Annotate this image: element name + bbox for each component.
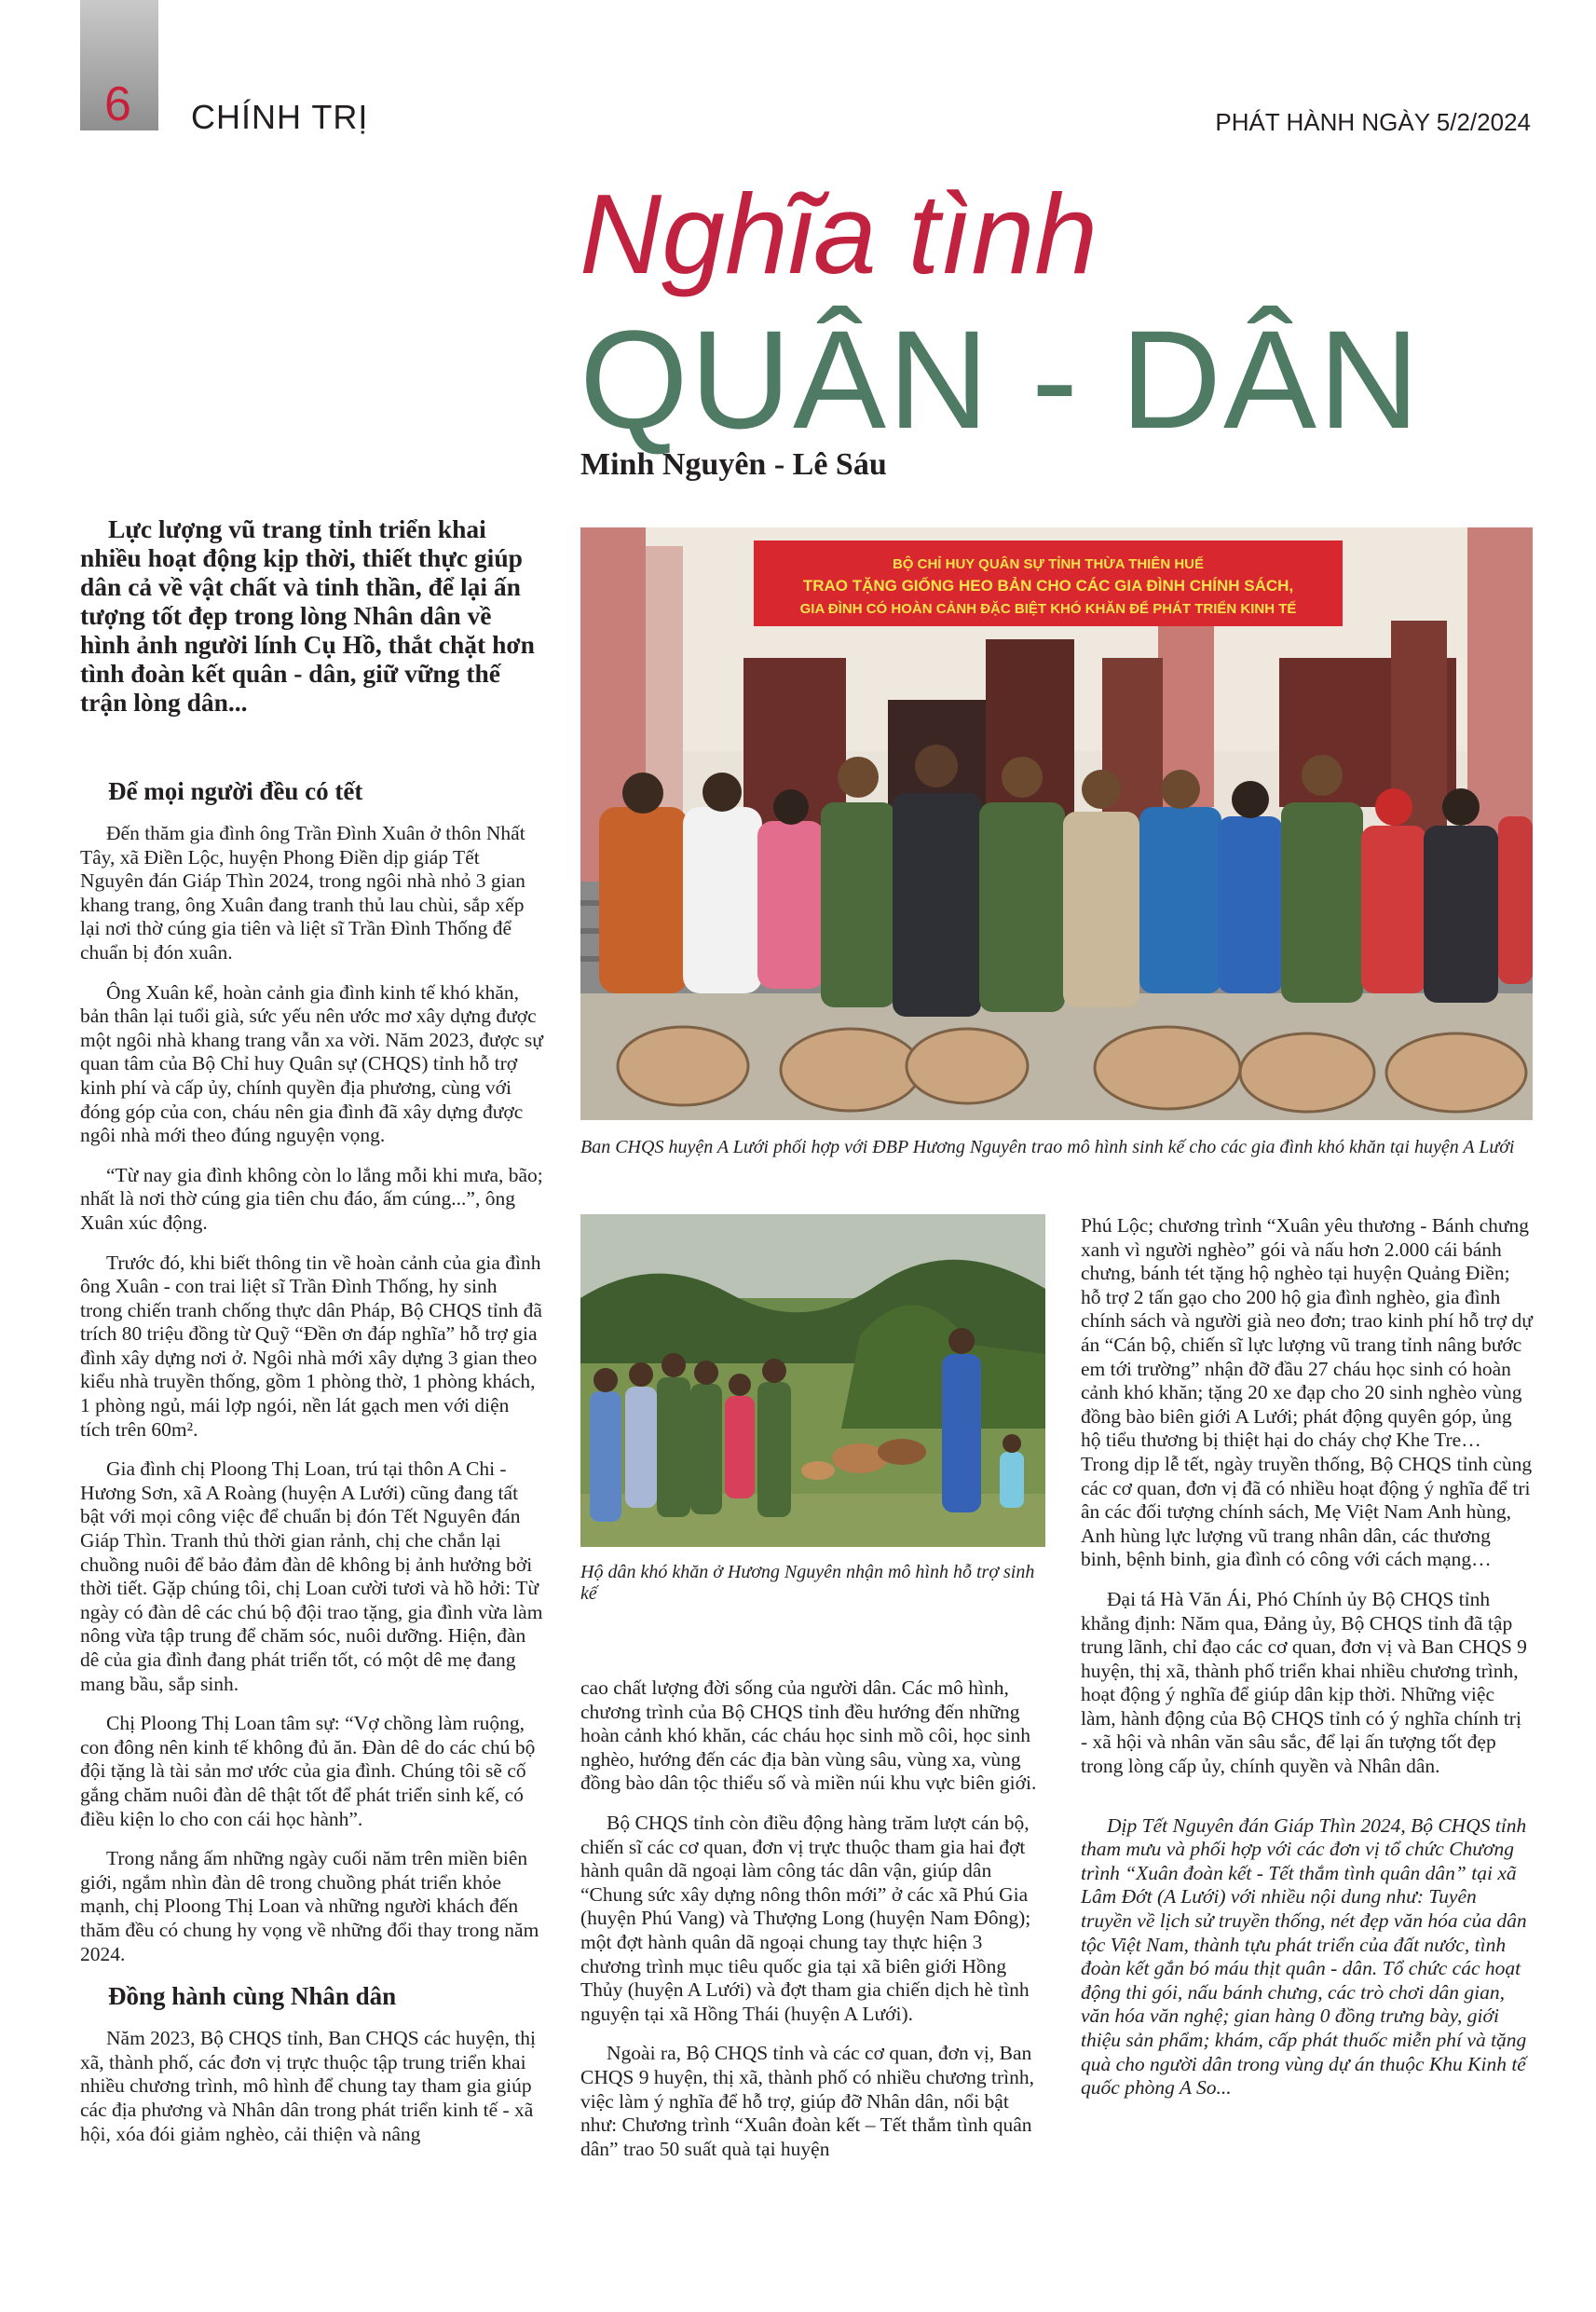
closing-italic-block xyxy=(1081,1814,1533,2100)
body-paragraph-italic: Dịp Tết Nguyên đán Giáp Thìn 2024, Bộ CHQS tỉnh tham mưu và phối hợp với các đơn vị tổ chức Chương trình “Xuân đoàn kết - Tết thắm tình quân dân” tại xã Lâm Đớt (A Lưới) với nhiều nội dung như: Tuyên truyền về lịch sử truyền thống, nét đẹp văn hóa của dân tộc Việt Nam, thành tựu phát triển của đất nước, tình đoàn kết gắn bó máu thịt quân - dân. Tổ chức các hoạt động thi gói, nấu bánh chưng, các trò chơi dân gian, văn hóa văn nghệ; gian hàng 0 đồng trưng bày, giới thiệu sản phẩm; khám, cấp phát thuốc miễn phí và tặng quà cho người dân trong vùng dự án thuộc Khu Kinh tế quốc phòng A So... xyxy=(1081,1813,1527,2100)
banner-line3: GIA ĐÌNH CÓ HOÀN CẢNH ĐẶC BIỆT KHÓ KHĂN ĐỂ PHÁT TRIỂN KINH TẾ xyxy=(799,601,1297,617)
photo-ceremony xyxy=(580,527,1533,1120)
section-name: CHÍNH TRỊ xyxy=(191,98,369,136)
column-3 xyxy=(1081,1214,1533,2100)
body-paragraph: Ông Xuân kể, hoàn cảnh gia đình kinh tế khó khăn, bản thân lại tuổi già, sức yếu nên ước mơ xây dựng được một ngôi nhà khang trang vẫn xa vời. Năm 2023, được sự quan tâm của Bộ Chỉ huy Quân sự (CHQS) tỉnh hỗ trợ kinh phí và cấp ủy, chính quyền địa phương, cùng với đóng góp của con, cháu nên gia đình đã xây dựng được ngôi nhà mới theo đúng nguyện vọng. xyxy=(80,980,543,1147)
lead-paragraph: Lực lượng vũ trang tỉnh triển khai nhiều hoạt động kịp thời, thiết thực giúp dân cả về vật chất và tinh thần, để lại ấn tượng tốt đẹp trong lòng Nhân dân về hình ảnh người lính Cụ Hồ, thắt chặt hơn tình đoàn kết quân - dân, giữ vững thế trận lòng dân... xyxy=(80,514,535,717)
body-paragraph: Ngoài ra, Bộ CHQS tỉnh và các cơ quan, đơn vị, Ban CHQS 9 huyện, thị xã, thành phố có nhiều chương trình, việc làm ý nghĩa để hỗ trợ, giúp đỡ Nhân dân, nổi bật như: Chương trình “Xuân đoàn kết – Tết thắm tình quân dân” trao 50 suất quà tại huyện xyxy=(580,2042,1035,2160)
photo-ceremony-image xyxy=(580,527,1533,1120)
body-paragraph: Bộ CHQS tỉnh còn điều động hàng trăm lượt cán bộ, chiến sĩ các cơ quan, đơn vị trực thuộc tham gia hai đợt hành quân dã ngoại làm công tác dân vận, giúp dân “Chung sức xây dựng nông thôn mới” ở các xã Phú Gia (huyện Phú Vang) và Thượng Long (huyện Nam Đông); một đợt hành quân dã ngoại chung tay thực hiện 3 chương trình mục tiêu quốc gia tại xã biên giới Hồng Thủy (huyện A Lưới) và đợt tham gia chiến dịch hè tình nguyện tại xã Hồng Thái (huyện A Lưới). xyxy=(580,1811,1031,2025)
body-paragraph: Chị Ploong Thị Loan tâm sự: “Vợ chồng làm ruộng, con đông nên kinh tế không đủ ăn. Đàn dê do các chú bộ đội tặng là tài sản mơ ước của gia đình. Chúng tôi sẽ cố gắng chăm nuôi đàn dê thật tốt để phát triển sinh kế, có điều kiện lo cho con cái học hành”. xyxy=(80,1712,536,1830)
photo-ceremony-caption: Ban CHQS huyện A Lưới phối hợp với ĐBP Hương Nguyên trao mô hình sinh kế cho các gia đình khó khăn tại huyện A Lưới xyxy=(580,1137,1515,1157)
headline-line2: QUÂN - DÂN xyxy=(580,301,1422,458)
banner-line1: BỘ CHỈ HUY QUÂN SỰ TỈNH THỪA THIÊN HUẾ xyxy=(892,556,1205,572)
body-paragraph: Đến thăm gia đình ông Trần Đình Xuân ở thôn Nhất Tây, xã Điền Lộc, huyện Phong Điền dịp giáp Tết Nguyên đán Giáp Thìn 2024, trong ngôi nhà nhỏ 3 gian khang trang, ông Xuân đang tranh thủ lau chùi, sắp xếp lại nơi thờ cúng gia tiên và liệt sĩ Trần Đình Thống để chuẩn bị đón xuân. xyxy=(80,822,525,964)
subhead-companion: Đồng hành cùng Nhân dân xyxy=(108,1982,397,2011)
headline-line1: Nghĩa tình xyxy=(580,171,1098,297)
byline: Minh Nguyên - Lê Sáu xyxy=(580,447,887,482)
column-1 xyxy=(80,777,543,2146)
body-paragraph: Năm 2023, Bộ CHQS tỉnh, Ban CHQS các huyện, thị xã, thành phố, các đơn vị trực thuộc tập trung triển khai nhiều chương trình, mô hình để chung tay tham gia giúp các địa phương và Nhân dân trong phát triển kinh tế - xã hội, xóa đói giảm nghèo, cải thiện và nâng xyxy=(80,2027,537,2145)
column-2 xyxy=(580,1676,1045,2161)
banner-line2: TRAO TẶNG GIỐNG HEO BẢN CHO CÁC GIA ĐÌNH CHÍNH SÁCH, xyxy=(802,577,1294,595)
photo-goats-image xyxy=(580,1214,1045,1547)
body-paragraph: Gia đình chị Ploong Thị Loan, trú tại thôn A Chi - Hương Sơn, xã A Roàng (huyện A Lưới) cũng đang tất bật với mọi công việc để chuẩn bị đón Tết Nguyên đán Giáp Thìn. Tranh thủ thời gian rảnh, chị che chắn lại chuồng nuôi để bảo đảm đàn dê không bị ảnh hưởng bởi thời tiết. Gặp chúng tôi, chị Loan cười tươi và hồ hởi: Từ ngày có đàn dê các chú bộ đội trao tặng, gia đình vừa làm nông vừa tập trung để chăm sóc, nuôi dưỡng. Hiện, đàn dê của gia đình đang phát triển tốt, có một dê mẹ đang mang bầu, sắp sinh. xyxy=(80,1457,543,1695)
issue-date: PHÁT HÀNH NGÀY 5/2/2024 xyxy=(1215,108,1531,136)
body-paragraph: Phú Lộc; chương trình “Xuân yêu thương - Bánh chưng xanh vì người nghèo” gói và nấu hơn 2.000 cái bánh chưng, bánh tét tặng hộ nghèo tại huyện Quảng Điền; hỗ trợ 2 tấn gạo cho 200 hộ gia đình nghèo, gia đình chính sách và người già neo đơn; trao kinh phí hỗ trợ dự án “Cán bộ, chiến sĩ lực lượng vũ trang tỉnh nâng bước em tới trường” nhận đỡ đầu 27 cháu học sinh có hoàn cảnh khó khăn; tặng 20 xe đạp cho 20 sinh nghèo vùng đồng bào biên giới A Lưới; phát động quyên góp, ủng hộ tiểu thương bị thiệt hại do cháy chợ Khe Tre… Trong dịp lễ tết, ngày truyền thống, Bộ CHQS tỉnh cùng các cơ quan, đơn vị đã có nhiều hoạt động ý nghĩa để tri ân các đối tượng chính sách, Mẹ Việt Nam Anh hùng, Anh hùng lực lượng vũ trang nhân dân, các thương binh, bệnh binh, gia đình có công với cách mạng… xyxy=(1081,1214,1533,1571)
subhead-tet: Để mọi người đều có tết xyxy=(108,777,363,805)
page-number: 6 xyxy=(104,77,131,131)
photo-goats xyxy=(580,1214,1045,1547)
body-paragraph: Trong nắng ấm những ngày cuối năm trên miền biên giới, ngắm nhìn đàn dê trong chuồng phát triển khỏe mạnh, chị Ploong Thị Loan và những người khách đến thăm đều có chung hy vọng về những đổi thay trong năm 2024. xyxy=(80,1847,539,1965)
photo-goats-caption: Hộ dân khó khăn ở Hương Nguyên nhận mô hình hỗ trợ sinh kế xyxy=(580,1562,1035,1604)
body-paragraph: Trước đó, khi biết thông tin về hoàn cảnh của gia đình ông Xuân - con trai liệt sĩ Trần Đình Thống, hy sinh trong chiến tranh chống thực dân Pháp, Bộ CHQS tỉnh đã trích 80 triệu đồng từ Quỹ “Đền ơn đáp nghĩa” hỗ trợ gia đình xây dựng nơi ở. Ngôi nhà mới xây dựng 3 gian theo kiểu nhà truyền thống, gồm 1 phòng thờ, 1 phòng khách, 1 phòng ngủ, mái lợp ngói, nền lát gạch men với diện tích trên 60m². xyxy=(80,1251,542,1441)
body-paragraph: Đại tá Hà Văn Ái, Phó Chính ủy Bộ CHQS tỉnh khẳng định: Năm qua, Đảng ủy, Bộ CHQS tỉnh đã tập trung lãnh, chỉ đạo các cơ quan, đơn vị và Ban CHQS 9 huyện, thị xã, thành phố triển khai nhiều chương trình, hoạt động ý nghĩa để giúp dân kịp thời. Những việc làm, hành động của Bộ CHQS tỉnh có ý nghĩa chính trị - xã hội và nhân văn sâu sắc, để lại ấn tượng tốt đẹp trong lòng cấp ủy, chính quyền và Nhân dân. xyxy=(1081,1587,1527,1778)
body-paragraph: “Từ nay gia đình không còn lo lắng mỗi khi mưa, bão; nhất là nơi thờ cúng gia tiên chu đáo, ấm cúng...”, ông Xuân xúc động. xyxy=(80,1163,543,1234)
body-paragraph: cao chất lượng đời sống của người dân. Các mô hình, chương trình của Bộ CHQS tỉnh đều hướng đến những hoàn cảnh khó khăn, các cháu học sinh mồ côi, học sinh nghèo, hướng đến các địa bàn vùng sâu, vùng xa, vùng đồng bào dân tộc thiểu số và miền núi khu vực biên giới. xyxy=(580,1676,1037,1795)
